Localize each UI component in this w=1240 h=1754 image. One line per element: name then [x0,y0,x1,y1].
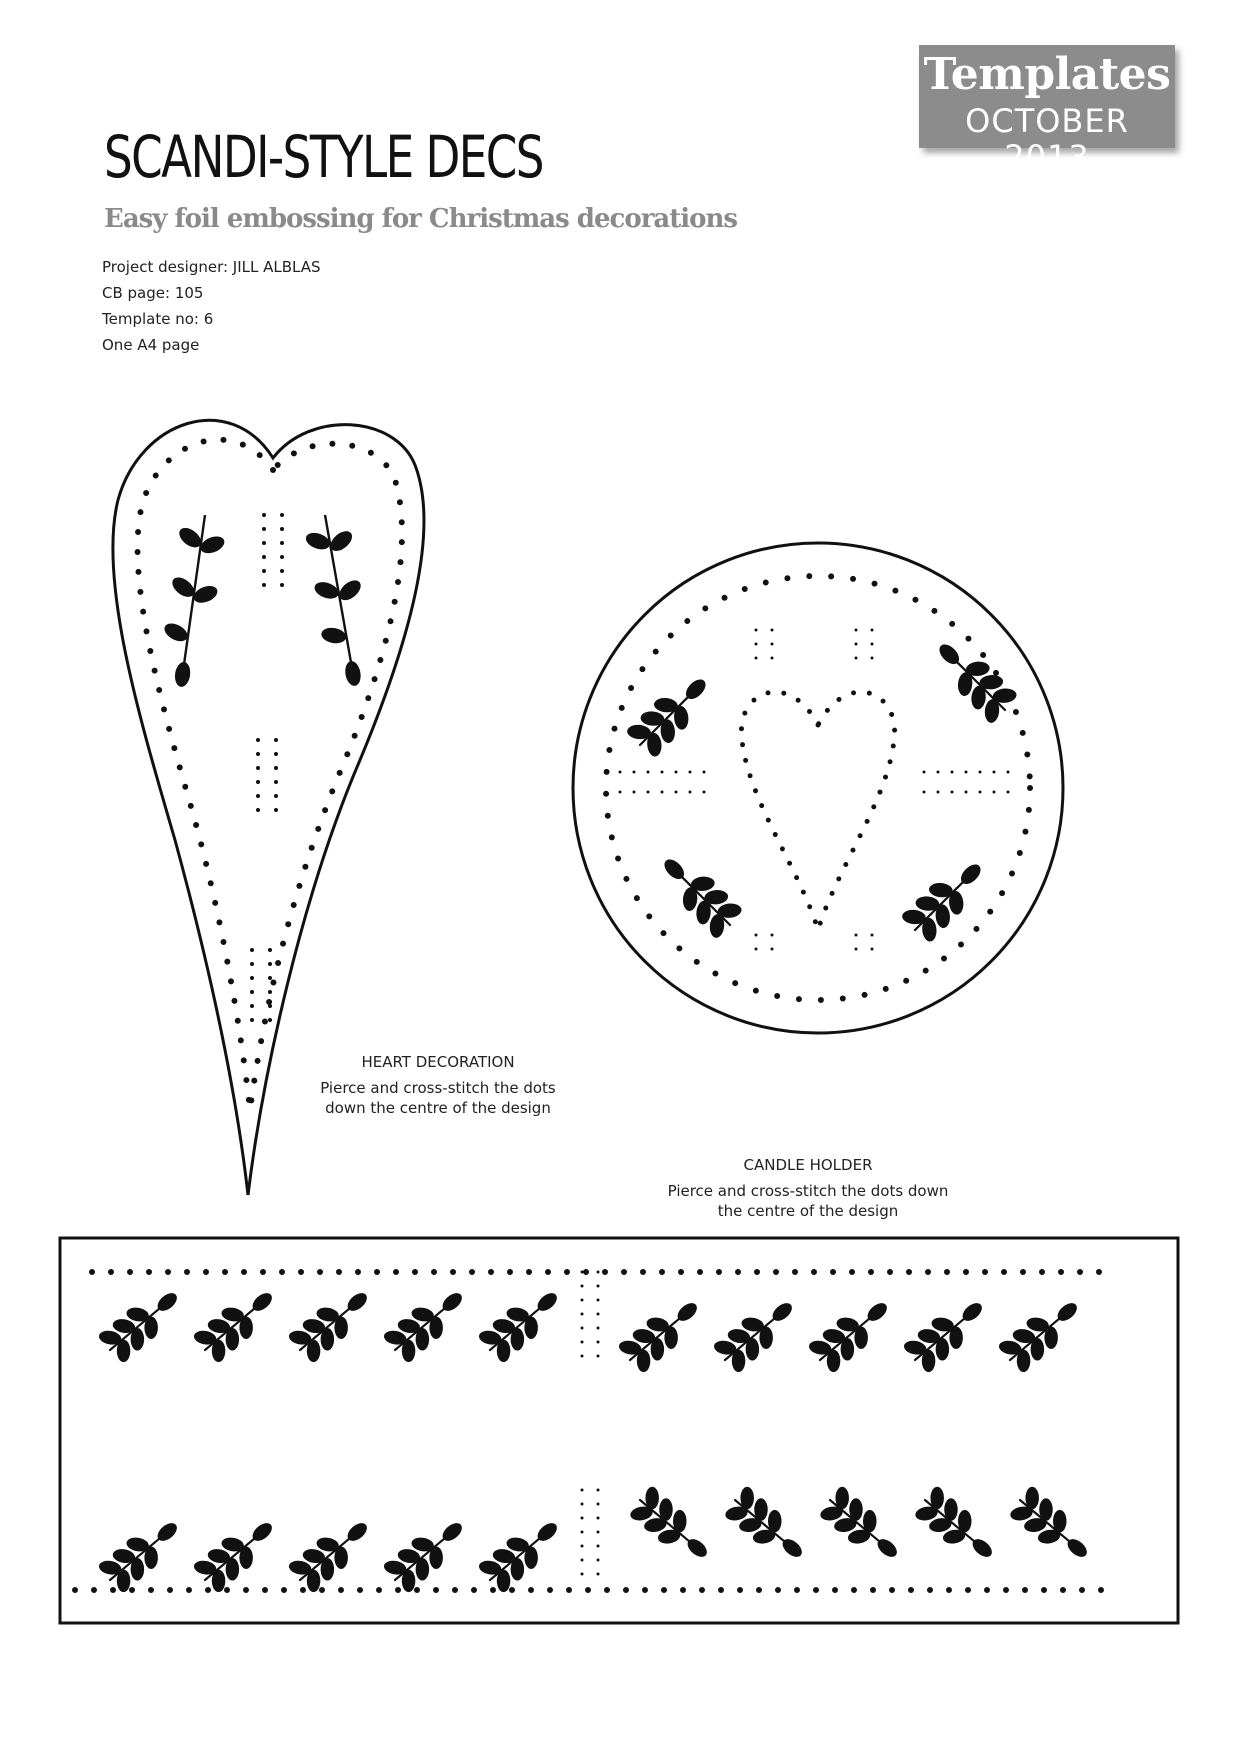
badge-date: OCTOBER 2013 [965,102,1129,176]
badge-title: Templates [923,49,1171,100]
candle-holder-template [573,543,1063,1033]
page-title: SCANDI-STYLE DECS [104,123,543,191]
candle-caption-title: CANDLE HOLDER [743,1156,873,1174]
heart-caption-title: HEART DECORATION [361,1053,515,1071]
meta-page: CB page: 105 [102,284,204,302]
meta-template-number: Template no: 6 [102,310,214,328]
candle-band-template [60,1238,1178,1623]
meta-page-count: One A4 page [102,336,200,354]
page-subtitle: Easy foil embossing for Christmas decorations [104,204,738,234]
heart-caption [308,1052,568,1118]
candle-caption [658,1155,958,1221]
heart-caption-text: Pierce and cross-stitch the dots down the centre of the design [320,1079,556,1117]
candle-caption-text: Pierce and cross-stitch the dots down the centre of the design [667,1182,949,1220]
meta-designer: Project designer: JILL ALBLAS [102,258,321,276]
